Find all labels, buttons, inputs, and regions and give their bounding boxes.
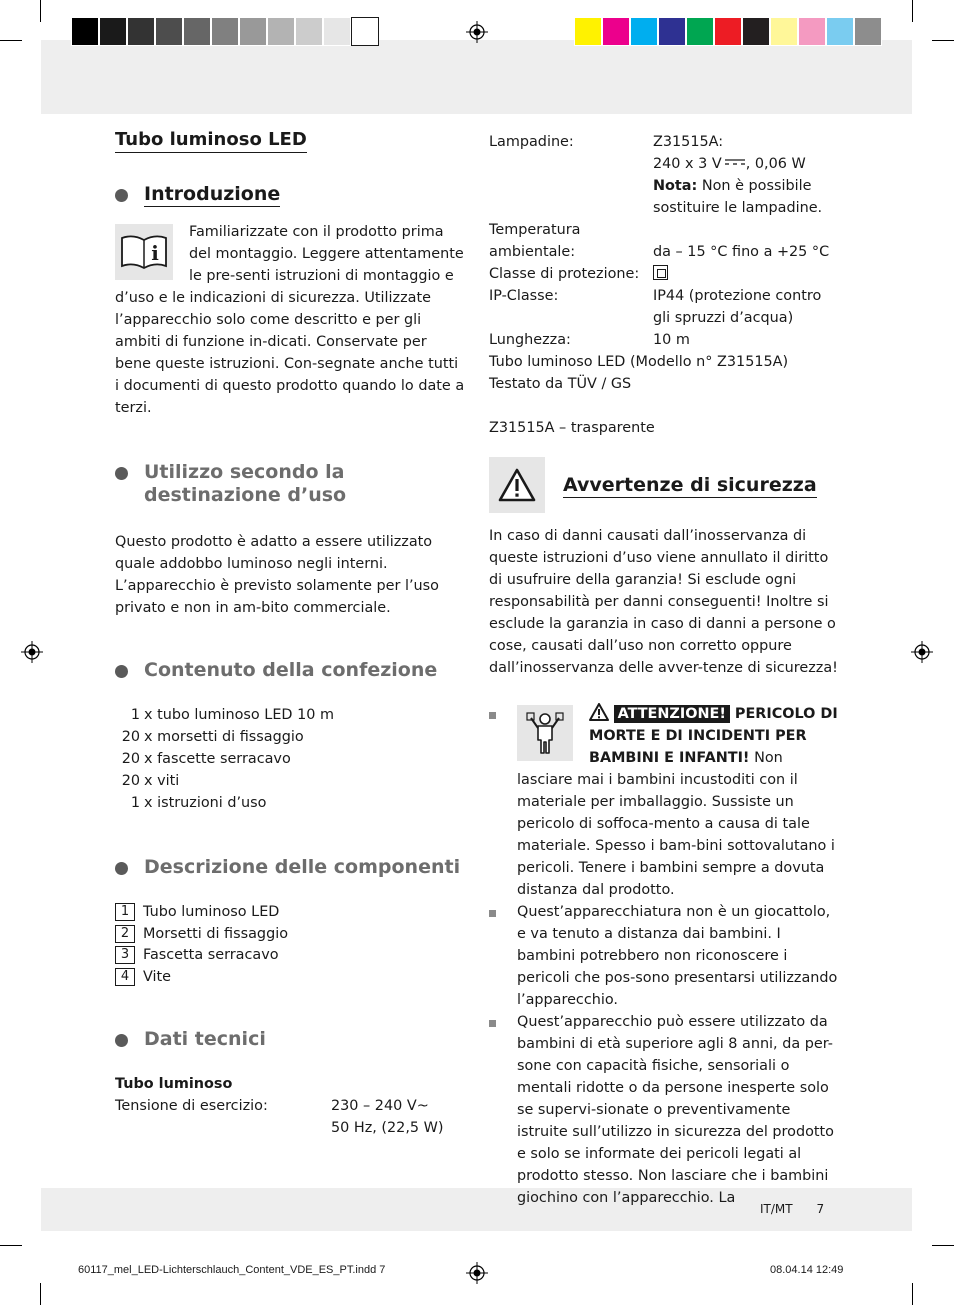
bullet-dot-icon — [115, 665, 128, 678]
warning-triangle-icon — [489, 457, 545, 513]
registration-mark-icon — [466, 21, 488, 43]
color-swatch — [630, 17, 658, 46]
section-use-heading: Utilizzo secondo la destinazione d’uso — [115, 461, 465, 507]
list-item: 1 x tubo luminoso LED 10 m — [130, 707, 334, 723]
section-specs-heading: Dati tecnici — [115, 1028, 465, 1051]
bullet-dot-icon — [115, 1034, 128, 1047]
section-parts-heading: Descrizione delle componenti — [115, 856, 465, 879]
color-swatch — [686, 17, 714, 46]
section-intro-heading: Introduzione — [115, 183, 465, 207]
model-line: Tubo luminoso LED (Modello n° Z31515A) — [489, 354, 789, 370]
list-item: ATTENZIONE! PERICOLO DI MORTE E DI INCIDENTI PER BAMBINI E INFANTI! Non lasciare mai i bambini incustoditi con il materiale per imballaggio. Sussiste un pericolo di soffoca-mento a causa di tale materiale. Spesso i bam-bini sottovalutano i pericoli. Tenere i bambini sempre a dovuta distanza dal prodotto. — [489, 703, 839, 901]
page-number: 7 — [816, 1202, 825, 1216]
list-item: Quest’apparecchio può essere utilizzato da bambini di età superiore agli 8 anni, da per-sone con capacità fisiche, sensoriali o mentali ridotte o da persone inesperte solo se supervi-sionate o preventivamente istruite sull’utilizzo in sicurezza del prodotto e solo se informate dei pericoli legati al prodotto stesso. Non lasciare che i bambini giochino con l’apparecchio. La — [489, 1011, 839, 1209]
document-title: Tubo luminoso LED — [115, 128, 307, 153]
bullet-dot-icon — [115, 862, 128, 875]
color-swatch — [658, 17, 686, 46]
color-swatch — [854, 17, 882, 46]
color-swatch — [602, 17, 630, 46]
color-swatch — [295, 17, 323, 46]
date-slug: 08.04.14 12:49 — [770, 1264, 844, 1276]
left-column — [115, 128, 465, 1139]
list-item: 20 x viti — [121, 773, 180, 789]
color-swatch — [798, 17, 826, 46]
color-swatch — [211, 17, 239, 46]
safety-bullets — [489, 703, 839, 1209]
color-swatch — [239, 17, 267, 46]
gray-color-bar — [71, 17, 379, 46]
page-footer — [760, 1202, 824, 1216]
process-color-bar — [574, 17, 882, 46]
bullet-square-icon — [489, 1020, 496, 1027]
list-item: 2 Morsetti di fissaggio — [115, 923, 465, 945]
safety-text: In caso di danni causati dall’inosservanza di queste istruzioni d’uso viene annullato il diritto di usufruire della garanzia! Si esclude ogni responsabilità per danni conseguenti! Inoltre si esclude la garanzia in caso di danni a persone o cose, causati dall’uso non corretto oppure dall’inosservanza delle avver-tenze di sicurezza! — [489, 528, 838, 676]
color-swatch — [127, 17, 155, 46]
list-item: 20 x fascette serracavo — [121, 751, 291, 767]
color-swatch — [267, 17, 295, 46]
spec-row: Temperatura ambientale: da – 15 °C fino a +25 °C — [489, 222, 830, 260]
bullet-dot-icon — [115, 189, 128, 202]
color-swatch — [351, 17, 379, 46]
parts-list — [115, 901, 465, 988]
child-warning-icon — [517, 705, 573, 761]
color-swatch — [770, 17, 798, 46]
tested-line: Testato da TÜV / GS — [489, 376, 632, 392]
protection-class-ii-icon — [653, 265, 668, 280]
registration-mark-icon — [21, 641, 43, 663]
attention-badge: ATTENZIONE! — [614, 705, 730, 723]
header-band — [41, 40, 912, 114]
bullet-square-icon — [489, 712, 496, 719]
part-number: 3 — [115, 946, 135, 964]
registration-mark-icon — [911, 641, 933, 663]
spec-row: IP-Classe: IP44 (protezione contro gli spruzzi d’acqua) — [489, 288, 822, 326]
intro-text: Familiarizzate con il prodotto prima del montaggio. Leggere attentamente le pre-senti istruzioni di montaggio e d’uso e le indicazioni di sicurezza. Utilizzate l’apparecchio solo come descritto e per gli ambiti di funzione in-dicati. Conservate per bene queste istruzioni. Con-segnate anche tutti i documenti di questo prodotto quando lo date a terzi. — [115, 224, 465, 416]
color-swatch — [826, 17, 854, 46]
intro-block — [115, 221, 465, 419]
language-code: IT/MT — [760, 1202, 793, 1216]
file-slug: 60117_mel_LED-Lichterschlauch_Content_VDE_ES_PT.indd 7 — [78, 1264, 386, 1276]
bulb-specs — [489, 131, 839, 439]
color-swatch — [99, 17, 127, 46]
registration-mark-icon — [466, 1262, 488, 1284]
spec-row: Lampadine: Z31515A: 240 x 3 V , 0,06 W Nota: Non è possibile sostituire le lampadine. — [489, 134, 823, 216]
list-item: 4 Vite — [115, 966, 465, 988]
bullet-dot-icon — [115, 467, 128, 480]
list-item: 1 x istruzioni d’uso — [130, 795, 267, 811]
bullet-square-icon — [489, 910, 496, 917]
spec-row: Tensione di esercizio: 230 – 240 V~ — [115, 1097, 429, 1114]
color-swatch — [183, 17, 211, 46]
section-safety-heading: Avvertenze di sicurezza — [489, 457, 839, 513]
dc-symbol-icon — [724, 157, 746, 167]
color-swatch — [323, 17, 351, 46]
section-contents-heading: Contenuto della confezione — [115, 659, 465, 682]
variant-line: Z31515A – trasparente — [489, 420, 655, 436]
part-number: 4 — [115, 968, 135, 986]
contents-list — [115, 704, 465, 814]
specs-subheading: Tubo luminoso — [115, 1075, 233, 1092]
spec-row: 50 Hz, (22,5 W) — [331, 1119, 444, 1136]
svg-text:i: i — [151, 241, 159, 265]
part-number: 2 — [115, 925, 135, 943]
spec-row: Lunghezza: 10 m — [489, 332, 690, 348]
spec-row: Classe di protezione: — [489, 263, 839, 285]
list-item: Quest’apparecchiatura non è un giocattolo, e va tenuto a distanza dai bambini. I bambini potrebbero non riconoscere i pericoli che pos-sono presentarsi utilizzando l’apparecchio. — [489, 901, 839, 1011]
info-manual-icon — [115, 224, 173, 280]
right-column — [489, 131, 839, 1209]
color-swatch — [574, 17, 602, 46]
color-swatch — [71, 17, 99, 46]
use-text: Questo prodotto è adatto a essere utilizzato quale addobbo luminoso negli interni. L’apparecchio è previsto solamente per l’uso privato e non in am-bito commerciale. — [115, 534, 439, 616]
part-number: 1 — [115, 903, 135, 921]
list-item: 3 Fascetta serracavo — [115, 944, 465, 966]
color-swatch — [155, 17, 183, 46]
list-item: 1 Tubo luminoso LED — [115, 901, 465, 923]
specs-block — [115, 1073, 465, 1139]
color-swatch — [742, 17, 770, 46]
warning-triangle-icon — [589, 703, 609, 721]
color-swatch — [714, 17, 742, 46]
list-item: 20 x morsetti di fissaggio — [121, 729, 304, 745]
